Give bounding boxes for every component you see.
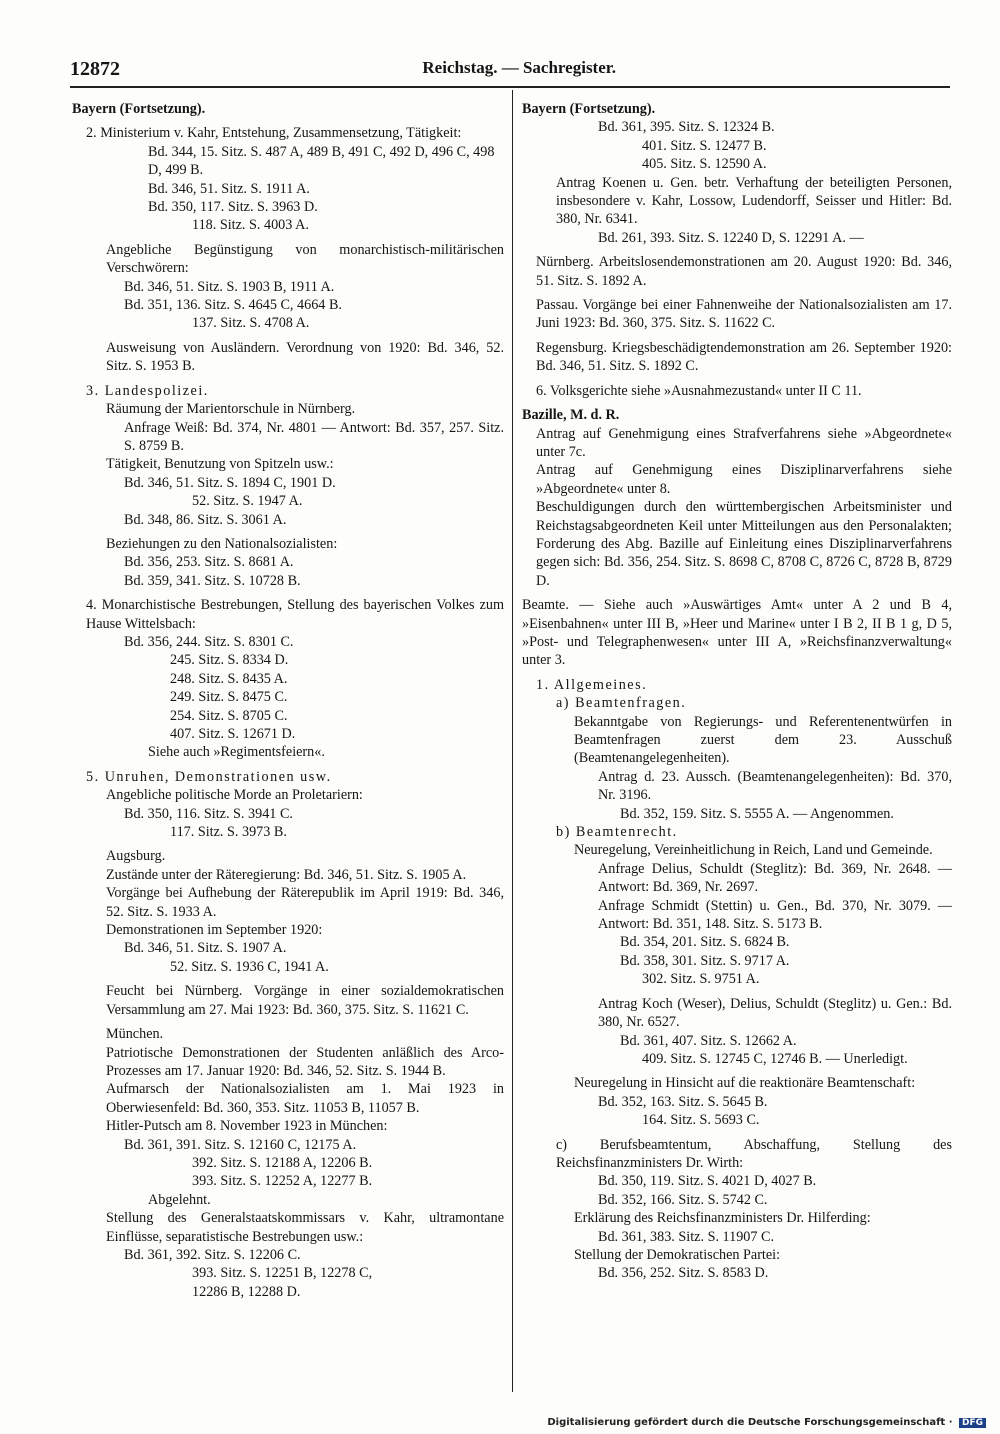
dfg-logo: DFG xyxy=(959,1418,986,1428)
reference-entry: Bd. 350, 119. Sitz. S. 4021 D, 4027 B. xyxy=(598,1173,817,1190)
topic-entry: Bekanntgabe von Regierungs- und Referentenentwürfen in Beamtenfragen zuerst dem 23. Ausschuß (Beamtenangelegenheiten). xyxy=(574,713,952,767)
right-column xyxy=(522,100,952,1283)
subsection-heading: 6. Volksgerichte siehe »Ausnahmezustand« unter II C 11. xyxy=(536,382,862,399)
reference-entry: 393. Sitz. S. 12252 A, 12277 B. xyxy=(192,1173,373,1190)
left-column xyxy=(72,100,504,1301)
reference-entry: 52. Sitz. S. 1936 C, 1941 A. xyxy=(170,958,329,975)
status-note: Abgelehnt. xyxy=(148,1191,211,1208)
reference-entry: 407. Sitz. S. 12671 D. xyxy=(170,726,296,742)
topic-entry: Angebliche Begünstigung von monarchistisch-militärischen Verschwörern: xyxy=(106,241,504,277)
reference-entry: Bd. 352, 163. Sitz. S. 5645 B. xyxy=(598,1093,768,1110)
subsection-heading: b) Beamtenrecht. xyxy=(556,824,678,841)
topic-entry: Antrag auf Genehmigung eines Disziplinarverfahrens siehe »Abgeordnete« unter 8. xyxy=(536,462,952,497)
running-title: Reichstag. — Sachregister. xyxy=(422,58,616,77)
section-entry: Beamte. — Siehe auch »Auswärtiges Amt« unter A 2 und B 4, »Eisenbahnen« unter III B, »Heer und Marine« unter I B 2, II B 1 g, D 5, »Post- und Telegraphenwesen« unter III A, »Reichsfinanzverwaltung« unter 3. xyxy=(522,597,952,669)
section-heading: Bayern (Fortsetzung). xyxy=(522,101,656,117)
reference-entry: 137. Sitz. S. 4708 A. xyxy=(192,315,310,332)
reference-entry: Bd. 361, 395. Sitz. S. 12324 B. xyxy=(598,119,775,136)
topic-entry: Tätigkeit, Benutzung von Spitzeln usw.: xyxy=(106,456,334,473)
credit-text: Digitalisierung gefördert durch die Deutsche Forschungsgemeinschaft · xyxy=(547,1417,953,1428)
page-number: 12872 xyxy=(70,58,120,80)
reference-entry: Bd. 356, 252. Sitz. S. 8583 D. xyxy=(598,1265,769,1282)
reference-entry: Bd. 361, 391. Sitz. S. 12160 C, 12175 A. xyxy=(124,1136,357,1153)
subsection-heading: 4. Monarchistische Bestrebungen, Stellung des bayerischen Volkes zum Hause Wittelsbach: xyxy=(86,597,504,632)
reference-entry: 401. Sitz. S. 12477 B. xyxy=(642,137,767,154)
reference-entry: Bd. 361, 407. Sitz. S. 12662 A. xyxy=(620,1032,797,1049)
reference-entry: Antrag Koch (Weser), Delius, Schuldt (Steglitz) u. Gen.: Bd. 380, Nr. 6527. xyxy=(598,995,952,1031)
reference-entry: Bd. 346, 51. Sitz. S. 1907 A. xyxy=(124,940,287,957)
reference-entry: Bd. 350, 116. Sitz. S. 3941 C. xyxy=(124,805,293,822)
reference-entry: Bd. 344, 15. Sitz. S. 487 A, 489 B, 491 C, 492 D, 496 C, 498 D, 499 B. xyxy=(148,143,495,179)
topic-entry: Stellung des Generalstaatskommissars v. Kahr, ultramontane Einflüsse, separatistische Bestrebungen usw.: xyxy=(106,1210,504,1245)
reference-entry: Anfrage Weiß: Bd. 374, Nr. 4801 — Antwort: Bd. 357, 257. Sitz. S. 8759 B. xyxy=(124,419,504,454)
topic-entry: Räumung der Marientorschule in Nürnberg. xyxy=(106,401,356,418)
topic-entry: Beschuldigungen durch den württembergischen Arbeitsminister und Reichstagsabgeordneten Keil unter Mitteilungen aus den Personalakten; Forderung des Abg. Bazille auf Einleitung eines Disziplinarverfahrens gegen sich: Bd. 356, 254. Sitz. S. 8698 C, 8708 C, 8726 C, 8728 B, 8729 D. xyxy=(536,499,952,589)
reference-entry: Bd. 359, 341. Sitz. S. 10728 B. xyxy=(124,572,301,589)
subsection-heading: c) Berufsbeamtentum, Abschaffung, Stellung des Reichsfinanzministers Dr. Wirth: xyxy=(556,1136,952,1171)
reference-entry: Bd. 351, 136. Sitz. S. 4645 C, 4664 B. xyxy=(124,297,342,314)
header-rule xyxy=(70,86,950,88)
topic-entry: Angebliche politische Morde an Proletariern: xyxy=(106,787,363,804)
section-heading: Bazille, M. d. R. xyxy=(522,407,620,424)
reference-entry: 249. Sitz. S. 8475 C. xyxy=(170,689,288,706)
place-heading: München. xyxy=(106,1026,164,1043)
section-heading: Bayern (Fortsetzung). xyxy=(72,101,206,117)
reference-entry: 254. Sitz. S. 8705 C. xyxy=(170,707,288,724)
reference-entry: Bd. 356, 244. Sitz. S. 8301 C. xyxy=(124,633,294,650)
reference-entry: Bd. 361, 392. Sitz. S. 12206 C. xyxy=(124,1246,301,1263)
reference-entry: 12286 B, 12288 D. xyxy=(192,1283,301,1300)
reference-entry: Anfrage Schmidt (Stettin) u. Gen., Bd. 370, Nr. 3079. — Antwort: Bd. 351, 148. Sitz. S. 5173 B. xyxy=(598,897,952,933)
reference-entry: 52. Sitz. S. 1947 A. xyxy=(192,493,303,510)
topic-entry: Erklärung des Reichsfinanzministers Dr. Hilferding: xyxy=(574,1210,871,1227)
reference-entry: Antrag d. 23. Aussch. (Beamtenangelegenheiten): Bd. 370, Nr. 3196. xyxy=(598,768,952,804)
reference-entry: 409. Sitz. S. 12745 C, 12746 B. — Unerledigt. xyxy=(642,1050,908,1067)
reference-entry: Bd. 352, 166. Sitz. S. 5742 C. xyxy=(598,1191,768,1208)
reference-entry: 248. Sitz. S. 8435 A. xyxy=(170,670,288,687)
digitization-credit xyxy=(547,1417,986,1428)
reference-entry: Bd. 346, 51. Sitz. S. 1903 B, 1911 A. xyxy=(124,278,335,295)
reference-entry: 118. Sitz. S. 4003 A. xyxy=(192,217,309,234)
page-header xyxy=(70,58,616,82)
topic-entry: Feucht bei Nürnberg. Vorgänge in einer sozialdemokratischen Versammlung am 27. Mai 1923: Bd. 360, 375. Sitz. S. 11621 C. xyxy=(106,983,504,1018)
reference-entry: Bd. 354, 201. Sitz. S. 6824 B. xyxy=(620,934,790,951)
reference-entry: 405. Sitz. S. 12590 A. xyxy=(642,156,767,173)
reference-entry: Bd. 346, 51. Sitz. S. 1911 A. xyxy=(148,180,310,197)
topic-entry: Ausweisung von Ausländern. Verordnung von 1920: Bd. 346, 52. Sitz. S. 1953 B. xyxy=(106,339,504,375)
reference-entry: 393. Sitz. S. 12251 B, 12278 C, xyxy=(192,1265,373,1282)
topic-entry: Beziehungen zu den Nationalsozialisten: xyxy=(106,535,338,552)
topic-entry: Vorgänge bei Aufhebung der Räterepublik im April 1919: Bd. 346, 52. Sitz. S. 1933 A. xyxy=(106,885,504,920)
subsection-heading: 5. Unruhen, Demonstrationen usw. xyxy=(86,768,332,785)
topic-entry: Demonstrationen im September 1920: xyxy=(106,922,323,939)
topic-entry: Zustände unter der Räteregierung: Bd. 346, 51. Sitz. S. 1905 A. xyxy=(106,866,467,883)
topic-entry: Nürnberg. Arbeitslosendemonstrationen am 20. August 1920: Bd. 346, 51. Sitz. S. 1892 A. xyxy=(536,254,952,289)
topic-entry: Aufmarsch der Nationalsozialisten am 1. Mai 1923 in Oberwiesenfeld: Bd. 360, 353. Sitz. 11053 B, 11057 B. xyxy=(106,1081,504,1116)
reference-entry: Bd. 358, 301. Sitz. S. 9717 A. xyxy=(620,952,790,969)
reference-entry: Bd. 348, 86. Sitz. S. 3061 A. xyxy=(124,511,287,528)
subsection-heading: 3. Landespolizei. xyxy=(86,382,209,399)
topic-entry: Regensburg. Kriegsbeschädigtendemonstration am 26. September 1920: Bd. 346, 51. Sitz. S. 1892 C. xyxy=(536,339,952,375)
topic-entry: Hitler-Putsch am 8. November 1923 in München: xyxy=(106,1118,388,1135)
cross-reference: Siehe auch »Regimentsfeiern«. xyxy=(148,744,325,761)
column-divider xyxy=(512,90,513,1392)
topic-entry: Neuregelung in Hinsicht auf die reaktionäre Beamtenschaft: xyxy=(574,1075,916,1092)
reference-entry: 302. Sitz. S. 9751 A. xyxy=(642,971,760,988)
topic-entry: Antrag Koenen u. Gen. betr. Verhaftung der beteiligten Personen, insbesondere v. Kahr, Lossow, Ludendorff, Seisser und Hitler: Bd. 380, Nr. 6341. xyxy=(556,174,952,228)
reference-entry: Bd. 350, 117. Sitz. S. 3963 D. xyxy=(148,199,318,216)
subsection-heading: 2. Ministerium v. Kahr, Entstehung, Zusammensetzung, Tätigkeit: xyxy=(86,125,462,142)
reference-entry: 164. Sitz. S. 5693 C. xyxy=(642,1112,760,1129)
reference-entry: Bd. 356, 253. Sitz. S. 8681 A. xyxy=(124,554,294,571)
reference-entry: 245. Sitz. S. 8334 D. xyxy=(170,652,289,669)
subsection-heading: 1. Allgemeines. xyxy=(536,676,648,693)
reference-entry: Bd. 261, 393. Sitz. S. 12240 D, S. 12291 A. — xyxy=(598,229,864,246)
topic-entry: Passau. Vorgänge bei einer Fahnenweihe der Nationalsozialisten am 17. Juni 1923: Bd. 360, 375. Sitz. S. 11622 C. xyxy=(536,297,952,332)
reference-entry: 392. Sitz. S. 12188 A, 12206 B. xyxy=(192,1154,373,1171)
reference-entry: 117. Sitz. S. 3973 B. xyxy=(170,824,287,841)
reference-entry: Anfrage Delius, Schuldt (Steglitz): Bd. 369, Nr. 2648. — Antwort: Bd. 369, Nr. 2697. xyxy=(598,860,952,896)
place-heading: Augsburg. xyxy=(106,848,166,865)
reference-entry: Bd. 346, 51. Sitz. S. 1894 C, 1901 D. xyxy=(124,474,336,491)
reference-entry: Bd. 352, 159. Sitz. S. 5555 A. — Angenommen. xyxy=(620,805,894,822)
topic-entry: Neuregelung, Vereinheitlichung in Reich, Land und Gemeinde. xyxy=(574,842,933,859)
topic-entry: Patriotische Demonstrationen der Studenten anläßlich des Arco-Prozesses am 17. Januar 1920: Bd. 346, 52. Sitz. S. 1944 B. xyxy=(106,1044,504,1079)
topic-entry: Stellung der Demokratischen Partei: xyxy=(574,1246,781,1263)
subsection-heading: a) Beamtenfragen. xyxy=(556,695,687,712)
topic-entry: Antrag auf Genehmigung eines Strafverfahrens siehe »Abgeordnete« unter 7c. xyxy=(536,425,952,460)
reference-entry: Bd. 361, 383. Sitz. S. 11907 C. xyxy=(598,1228,775,1245)
